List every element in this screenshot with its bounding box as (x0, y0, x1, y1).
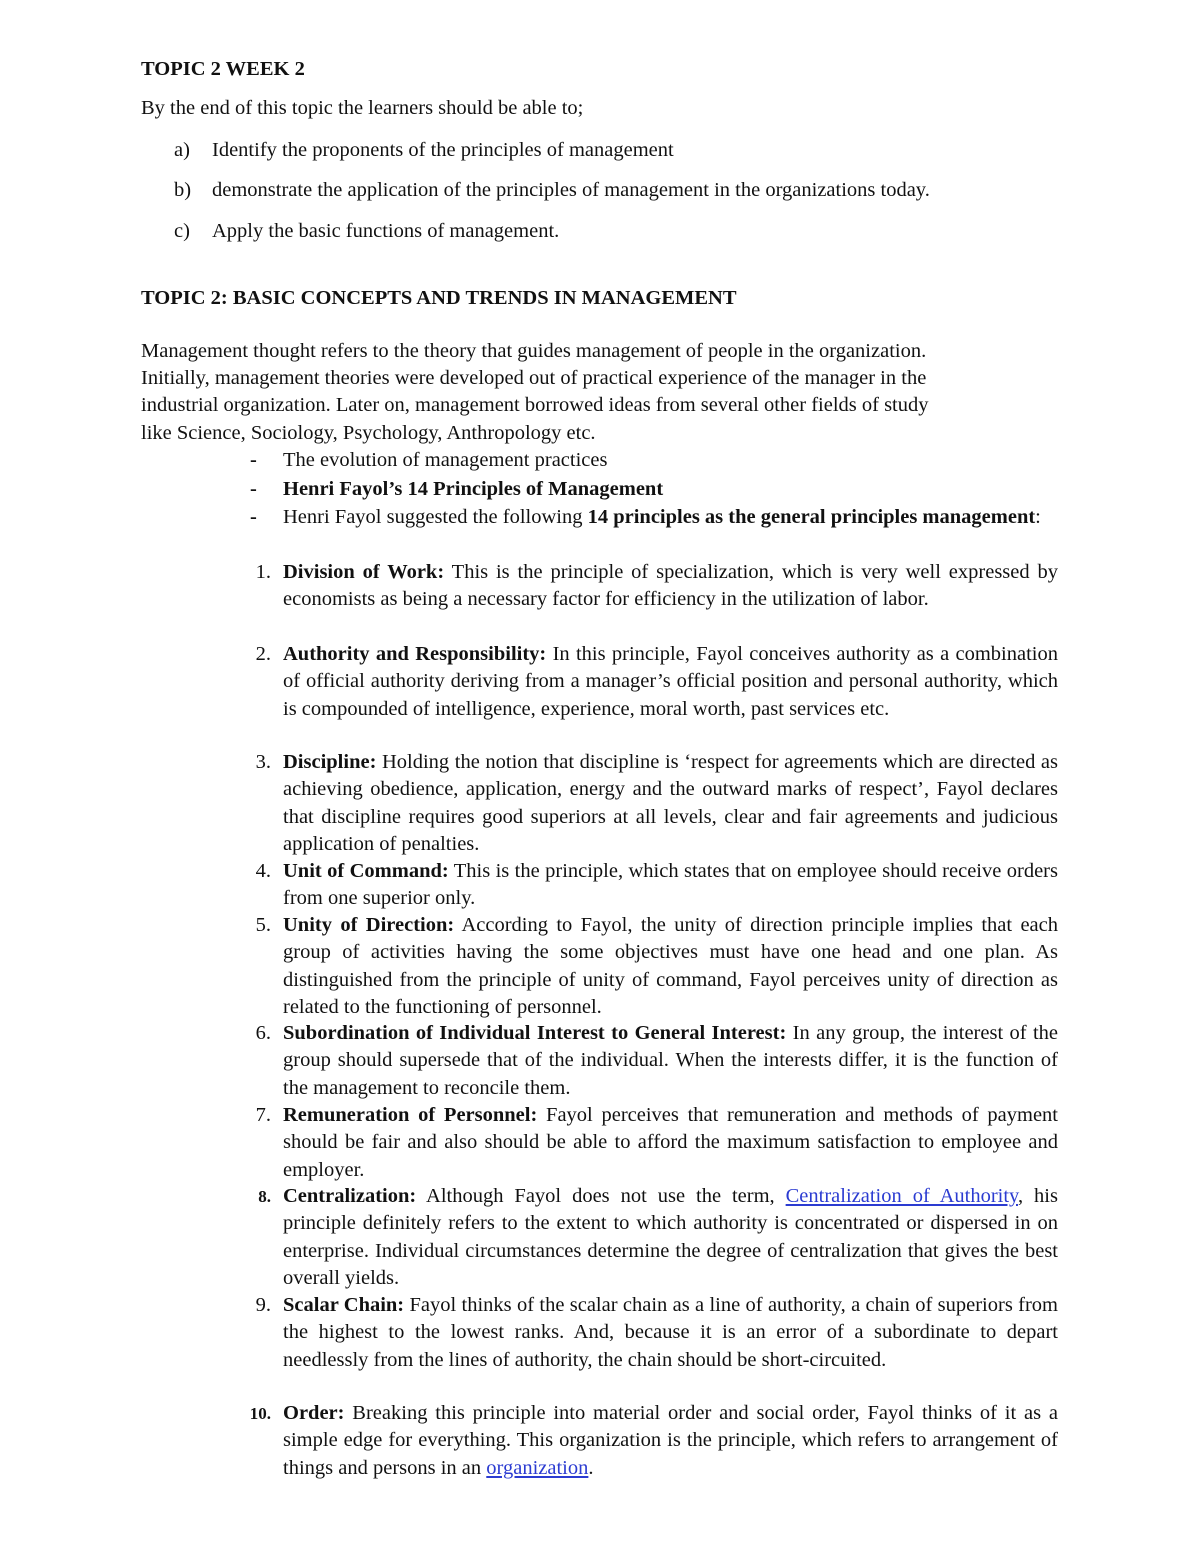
principle-number: 3. (255, 751, 271, 773)
principle-text: . (588, 1456, 594, 1479)
intro-text: By the end of this topic the learners should be able to; (141, 97, 584, 119)
principle-item (283, 1102, 1058, 1184)
principle-text: Breaking this principle into material order and social order, Fayol thinks of it as a simple edge for everything. This organization is the principle, which refers to arrangement of things and persons in an (283, 1402, 1058, 1479)
dash-item-suggestion (283, 504, 1058, 531)
paragraph-line: Initially, management theories were developed out of practical experience of the manager in the (141, 367, 927, 389)
paragraph-line: like Science, Sociology, Psychology, Anthropology etc. (141, 422, 596, 444)
week-heading: TOPIC 2 WEEK 2 (141, 58, 305, 80)
objective-letter: b) (174, 179, 192, 201)
principle-item (283, 749, 1058, 858)
paragraph-line: industrial organization. Later on, management borrowed ideas from several other fields of study (141, 394, 929, 416)
principle-number: 2. (255, 643, 271, 665)
suggestion-bold: 14 principles as the general principles management (587, 506, 1036, 528)
paragraph-line: Management thought refers to the theory that guides management of people in the organization. (141, 340, 927, 362)
principle-number: 10. (249, 1404, 271, 1423)
principle-label: Remuneration of Personnel: (283, 1104, 538, 1126)
dash-marker: - (250, 506, 257, 528)
principle-label: Subordination of Individual Interest to General Interest: (283, 1022, 787, 1044)
principle-number: 6. (255, 1022, 271, 1044)
suggestion-text: Henri Fayol suggested the following (283, 506, 588, 528)
principle-label: Centralization: (283, 1185, 417, 1207)
principle-text: In this principle, Fayol conceives authority as a combination of official authority deriving from a manager’s official position and personal authority, which is compounded of intelligence, experience, moral worth, past services etc. (283, 643, 1058, 720)
principle-item (283, 858, 1058, 913)
principle-label: Authority and Responsibility: (283, 643, 547, 665)
principle-text: In any group, the interest of the group should supersede that of the individual. When the interests differ, it is the function of the management to reconcile them. (283, 1022, 1058, 1099)
principle-label: Division of Work: (283, 561, 445, 583)
objective-a (174, 136, 674, 164)
principle-label: Unit of Command: (283, 860, 449, 882)
principle-label: Order: (283, 1402, 345, 1424)
objective-text: Identify the proponents of the principles of management (212, 139, 674, 161)
principle-text: Holding the notion that discipline is ‘respect for agreements which are directed as achieving obedience, application, energy and the outward marks of respect’, Fayol declares that discipline requires good superiors at all levels, clear and fair agreements and judicious application of penalties. (283, 751, 1058, 855)
topic-heading: TOPIC 2: BASIC CONCEPTS AND TRENDS IN MANAGEMENT (141, 287, 737, 309)
principle-text: Fayol perceives that remuneration and methods of payment should be fair and also should be able to afford the maximum satisfaction to employee and employer. (283, 1104, 1058, 1181)
objective-text: Apply the basic functions of management. (212, 220, 560, 242)
principle-label: Discipline: (283, 751, 377, 773)
objective-text: demonstrate the application of the principles of management in the organizations today. (212, 179, 930, 201)
dash-item-fayol-title: Henri Fayol’s 14 Principles of Management (283, 478, 664, 500)
principle-text: Although Fayol does not use the term, (416, 1185, 786, 1207)
principle-text: According to Fayol, the unity of direction principle implies that each group of activities having the some objectives must have one head and one plan. As distinguished from the principle of unity of command, Fayol perceives unity of direction as related to the functioning of personnel. (283, 914, 1059, 1018)
organization-link[interactable]: organization (486, 1456, 589, 1479)
principle-item (283, 1183, 1058, 1292)
dash-marker: - (250, 478, 257, 500)
principle-text: , his principle definitely refers to the extent to which authority is concentrated or dispersed in on enterprise. Individual circumstances determine the degree of centralization that gives the best overall yields. (283, 1185, 1058, 1289)
principle-number: 9. (255, 1294, 271, 1316)
principle-number: 5. (255, 914, 271, 936)
dash-marker: - (250, 449, 257, 471)
objective-letter: a) (174, 139, 190, 161)
principle-item (283, 1400, 1058, 1482)
principle-item (283, 912, 1058, 1021)
principle-text: Fayol thinks of the scalar chain as a line of authority, a chain of superiors from the highest to the lowest ranks. And, because it is an error of a subordinate to depart needlessly from the lines of authority, the chain should be short-circuited. (283, 1294, 1058, 1371)
objective-b (174, 176, 930, 204)
principle-label: Unity of Direction: (283, 914, 455, 936)
principle-item (283, 1020, 1058, 1102)
principle-label: Scalar Chain: (283, 1294, 405, 1316)
principle-item (283, 641, 1058, 723)
suggestion-colon: : (1035, 506, 1041, 528)
objective-letter: c) (174, 220, 190, 242)
principle-text: This is the principle, which states that on employee should receive orders from one superior only. (283, 860, 1058, 910)
principle-text: This is the principle of specialization, which is very well expressed by economists as being a necessary factor for efficiency in the utilization of labor. (283, 561, 1058, 611)
principle-number: 1. (255, 561, 271, 583)
principle-item (283, 1292, 1058, 1374)
principle-item (283, 559, 1058, 614)
principle-number: 7. (255, 1104, 271, 1126)
objective-c (174, 217, 559, 245)
principle-number: 8. (258, 1187, 271, 1206)
principle-number: 4. (255, 860, 271, 882)
centralization-of-authority-link[interactable]: Centralization of Authority (785, 1185, 1018, 1207)
dash-item-evolution: The evolution of management practices (283, 449, 608, 471)
